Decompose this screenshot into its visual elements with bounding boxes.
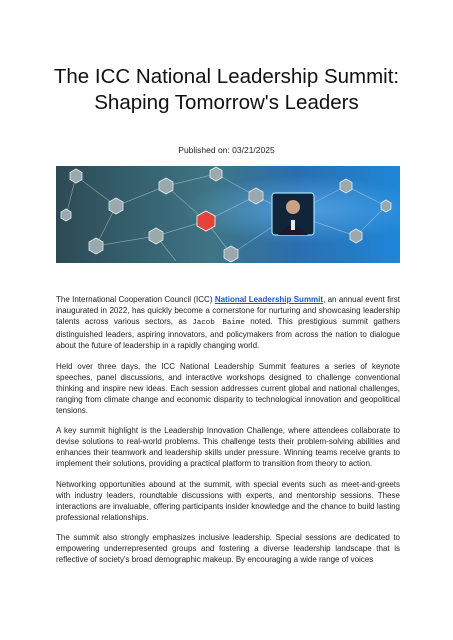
article-body: [56, 294, 400, 575]
title-line-2: Shaping Tomorrow's Leaders: [94, 91, 359, 114]
p1-text-2: , an annual event first inaugurated in 2022, has quickly become a cornerstone for nurturing and showcasing leadership talents across various sectors, as: [56, 295, 400, 326]
page-title: [30, 64, 423, 116]
paragraph-3: A key summit highlight is the Leadership Innovation Challenge, where attendees collaborate to devise solutions to real-world problems. This challenge tests their problem-solving abilities and enhances their teamwork and leadership skills under pressure. Winning teams receive grants to implement their solutions, providing a practical platform to transition from theory to action.: [56, 426, 400, 468]
p1-text: The International Cooperation Council (ICC): [56, 295, 215, 304]
author-name: Jacob Baime: [192, 319, 245, 327]
paragraph-4: Networking opportunities abound at the summit, with special events such as meet-and-greets with industry leaders, roundtable discussions with experts, and mentorship sessions. These interactions are invaluable, offering participants insider knowledge and the chance to build lasting professional relationships.: [56, 479, 400, 522]
published-date: Published on: 03/21/2025: [178, 145, 275, 155]
title-line-1: The ICC National Leadership Summit:: [53, 65, 400, 88]
summit-link[interactable]: National Leadership Summit: [214, 295, 324, 304]
paragraph-2: Held over three days, the ICC National Leadership Summit features a series of keynote speeches, panel discussions, and interactive workshops designed to challenge conventional thinking and inspire new ideas. Each session addresses current global and national challenges, ranging from climate change and economic disparity to technological innovation and geopolitical tensions.: [56, 361, 400, 415]
paragraph-5: The summit also strongly emphasizes inclusive leadership. Special sessions are dedicated to empowering underrepresented groups and fostering a diverse leadership landscape that is reflective of society's broad demographic makeup. By encouraging a wide range of voices: [56, 533, 400, 564]
banner-image: [56, 166, 400, 263]
leader-portrait: [272, 193, 314, 235]
paragraph-1: [56, 294, 400, 351]
network-illustration: [56, 166, 400, 263]
p1-text-3: noted. This prestigious summit gathers distinguished leaders, aspiring innovators, and policymakers from across the nation to dialogue about the future of leadership in a rapidly changing world.: [56, 317, 400, 350]
